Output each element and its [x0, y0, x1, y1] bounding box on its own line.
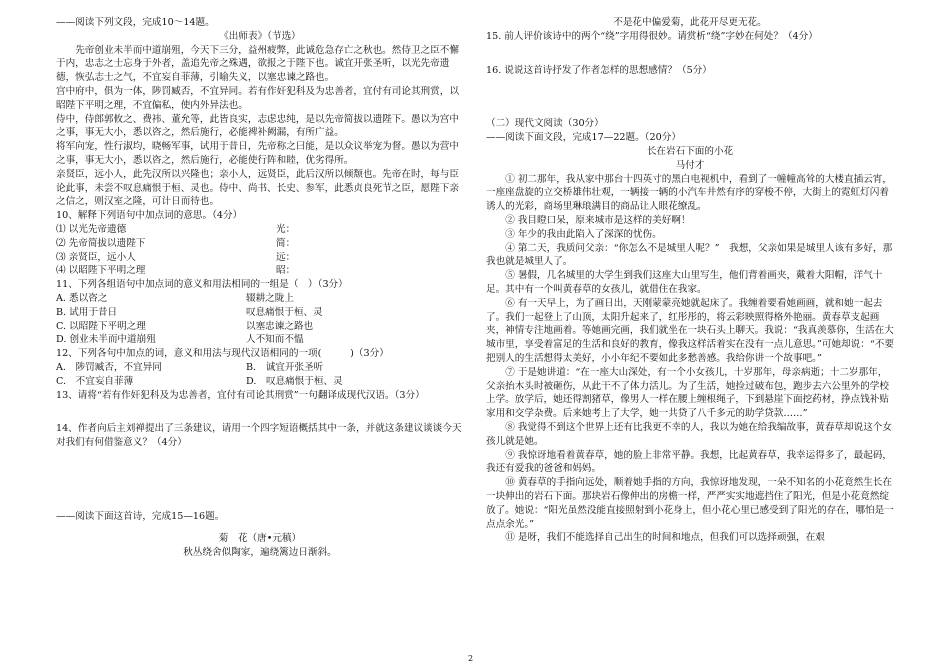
- q11-option-a: A. 悉以咨之: [56, 292, 108, 304]
- passage-paragraph: ⑪ 是呀，我们不能选择自己出生的时间和地点，但我们可以选择顽强，在艰: [505, 532, 825, 544]
- q11-option-b: 辍耕之陇上: [246, 292, 294, 304]
- reading-instruction: ——阅读下列文段，完成10～14题。: [56, 17, 215, 28]
- passage-paragraph: ④ 第二天，我质问父亲：“你怎么不是城里人呢？” 我想，父亲如果是城里人该有多好，那我也就是城里人了。: [486, 242, 893, 268]
- q12-option-row: [56, 375, 464, 389]
- q10-item-blank: 远：: [276, 251, 296, 263]
- q10-item-text: ⑷ 以昭陛下平明之理: [56, 265, 146, 277]
- question-11-options: [56, 292, 464, 347]
- q11-option: [56, 320, 464, 334]
- q10-item-blank: 昭：: [276, 265, 296, 277]
- question-11: 11、下列各组语句中加点词的意义和用法相同的一组是（ ）（3分）: [56, 279, 348, 291]
- left-column: [56, 16, 464, 559]
- passage-paragraph: 先帝创业未半而中道崩殂，今天下三分，益州疲弊，此诚危急存亡之秋也。然侍卫之臣不懈于内，忠志之士忘身于外者，盖追先帝之殊遇，欲报之于陛下也。诚宜开张圣听，以光先帝遗德，恢弘志士之气，不宜妄自菲薄，引喻失义，以塞忠谏之路也。: [56, 44, 459, 84]
- question-16: 16. 说说这首诗抒发了作者怎样的思想感情？（5分）: [486, 64, 712, 76]
- answer-space: [486, 44, 894, 64]
- passage-paragraph: 亲贤臣，远小人，此先汉所以兴隆也；亲小人，远贤臣，此后汉所以倾颓也。先帝在时，每与臣论此事，未尝不叹息痛恨于桓、灵也。侍中、尚书、长史、参军，此悉贞良死节之臣，愿陛下亲之信之，则汉室之隆，可计日而待也。: [56, 168, 459, 208]
- passage-paragraph: ⑥ 有一天早上，为了画日出，天刚蒙蒙亮她就起床了。我缠着要看她画画，就和她一起去了。我们一起登上了山顶，太阳升起来了，红彤彤的，将云彩映照得格外艳丽。黄春草支起画夹，神情专注地画着。等她画完画，我们就坐在一块石头上聊天。我说：“我真羡慕你，生活在大城市里，享受着富足的生活和良好的教育，像我这样活着实在没有一点儿意思。”可她却说：“不要把别人的生活想得太美好，小小年纪不要如此多愁善感。我给你讲一个故事吧。”: [486, 297, 894, 364]
- q12-option: A. 陟罚臧否，不宜异同: [56, 361, 162, 373]
- q11-option: [56, 306, 464, 320]
- passage-paragraph: ⑨ 我惊讶地看着黄春草，她的脸上非常平静。我想，比起黄春草，我幸运得多了，最起码，我还有爱我的爸爸和妈妈。: [486, 449, 892, 475]
- q11-option: [56, 292, 464, 306]
- q11-option-a: C. 以昭陛下平明之理: [56, 320, 146, 332]
- passage-author: 马付才: [675, 159, 705, 171]
- passage-paragraph: ① 初二那年，我从家中那台十四英寸的黑白电视机中，看到了一幢幢高耸的大楼直插云宵，一座座盘旋的立交桥雄伟壮观，一辆接一辆的小汽车井然有序的穿梭不停，大街上的霓虹灯闪着诱人的光彩，商场里琳琅满目的商品让人眼花缭乱。: [486, 173, 892, 213]
- q12-option-row: [56, 361, 464, 375]
- question-14: 14、作者向后主刘禅提出了三条建议，请用一个四字短语概括其中一条，并就这条建议谈谈今天对我们有何借鉴意义？（4分）: [56, 423, 462, 449]
- question-15: 15. 前人评价该诗中的两个“绕”字用得很妙。请赏析“绕”字妙在何处？（4分）: [486, 30, 818, 42]
- poem-line: 秋丛绕舍似陶家，遍绕篱边日渐斜。: [183, 546, 337, 558]
- spacer: [56, 524, 464, 532]
- q11-option-a: B. 试用于昔日: [56, 306, 118, 318]
- question-10-items: [56, 223, 464, 278]
- passage-paragraph: 将军向宠，性行淑均，晓畅军事，试用于昔日，先帝称之曰能，是以众议举宠为督。愚以为营中之事，事无大小，悉以咨之，然后施行，必能使行阵和睦，优劣得所。: [56, 141, 459, 166]
- q12-option: D. 叹息痛恨于桓、灵: [246, 375, 343, 387]
- q11-option-b: 人不知而不愠: [246, 334, 304, 346]
- answer-space: [56, 450, 464, 510]
- q11-option-a: D. 创业未半而中道崩殂: [56, 334, 156, 346]
- modern-passage: [486, 173, 894, 546]
- passage-paragraph: 宫中府中，俱为一体，陟罚臧否，不宜异同。若有作奸犯科及为忠善者，宜付有司论其刑赏，以昭陛下平明之理，不宜偏私，使内外异法也。: [56, 85, 459, 111]
- answer-space: [486, 77, 894, 117]
- classical-passage: [56, 44, 464, 210]
- poem-line: 不是花中偏爱菊，此花开尽更无花。: [613, 17, 767, 28]
- right-column: [486, 16, 894, 545]
- q10-item: [56, 251, 464, 265]
- reading-instruction: ——阅读下面文段，完成17—22题。（20分）: [486, 132, 681, 144]
- reading-instruction: ——阅读下面这首诗，完成15—16题。: [56, 510, 225, 522]
- passage-title: 长在岩石下面的小花: [646, 145, 734, 157]
- q11-option-b: 叹息痛恨于桓、灵: [246, 306, 323, 318]
- passage-paragraph: ⑩ 黄春草的手指向远处，顺着她手指的方向，我惊讶地发现，一朵不知名的小花竟然生长在一块伸出的岩石下面。那块岩石像伸出的房檐一样，严严实实地遮挡住了阳光，但是小花竟然绽放了。她说：“阳光虽然没能直接照射到小花身上，但小花心里已感受到了阳光的存在，哪怕是一点点余光。”: [486, 477, 894, 530]
- answer-space: [56, 402, 464, 422]
- section-heading: （二）现代文阅读（30分）: [486, 118, 604, 130]
- passage-title: 《出师表》（节选）: [219, 30, 301, 42]
- q10-item-text: ⑶ 亲贤臣，远小人: [56, 251, 136, 263]
- q12-option: C. 不宜妄自菲薄: [56, 375, 134, 387]
- question-12-options: [56, 361, 464, 389]
- passage-paragraph: ③ 年少的我由此陷入了深深的忧伤。: [505, 228, 662, 240]
- question-13: 13、请将“若有作奸犯科及为忠善者，宜付有司论其刑赏”一句翻译成现代汉语。（3分）: [56, 389, 425, 401]
- passage-paragraph: ② 我目瞪口呆，原来城市是这样的美好啊！: [505, 214, 691, 226]
- question-12: 12、下列各句中加点的词，意义和用法与现代汉语相同的一项( )（3分）: [56, 348, 389, 360]
- passage-paragraph: 侍中，侍郎郭攸之、费祎、董允等，此皆良实，志虑忠纯，是以先帝简拔以遗陛下。愚以为宫中之事，事无大小，悉以咨之，然后施行，必能裨补阙漏，有所广益。: [56, 113, 459, 139]
- q10-item: [56, 223, 464, 237]
- q10-item-blank: 简：: [276, 237, 296, 249]
- q10-item-text: ⑴ 以光先帝遗德: [56, 223, 127, 235]
- q10-item-blank: 光：: [276, 223, 296, 235]
- passage-paragraph: ⑧ 我觉得不到这个世界上还有比我更不幸的人，我以为她在给我编故事，黄春草却说这个女孩儿就是她。: [486, 421, 892, 447]
- q10-item: [56, 264, 464, 278]
- q10-item-text: ⑵ 先帝简拔以遗陛下: [56, 237, 146, 249]
- passage-paragraph: ⑤ 暑假，几名城里的大学生到我们这座大山里写生，他们背着画夹，戴着大阳帽，洋气十足。其中有一个叫黄春草的女孩儿，就借住在我家。: [486, 270, 883, 295]
- page-number: 2: [468, 654, 474, 663]
- passage-paragraph: ⑦ 于是她讲道：“在一座大山深处，有一个小女孩儿，十岁那年，母亲病逝；十二岁那年，父亲抬木头时被砸伤，从此干不了体力活儿。为了生活，她捡过破布包，跑步去六公里外的学校上学。放学后，她还得割猪草，像男人一样在腰上缠根绳子，下到悬崖下面挖药材，挣点钱补贴家用和交学杂费。后来她考上了大学，她一共贷了八千多元的助学贷款……”: [486, 366, 889, 420]
- q10-item: [56, 237, 464, 251]
- q11-option: [56, 333, 464, 347]
- q12-option: B. 诚宜开张圣听: [246, 361, 324, 373]
- poem-title: 菊 花（唐•元稹）: [218, 532, 302, 544]
- question-10: 10、解释下列语句中加点词的意思。（4分）: [56, 210, 243, 222]
- q11-option-b: 以塞忠谏之路也: [246, 320, 314, 332]
